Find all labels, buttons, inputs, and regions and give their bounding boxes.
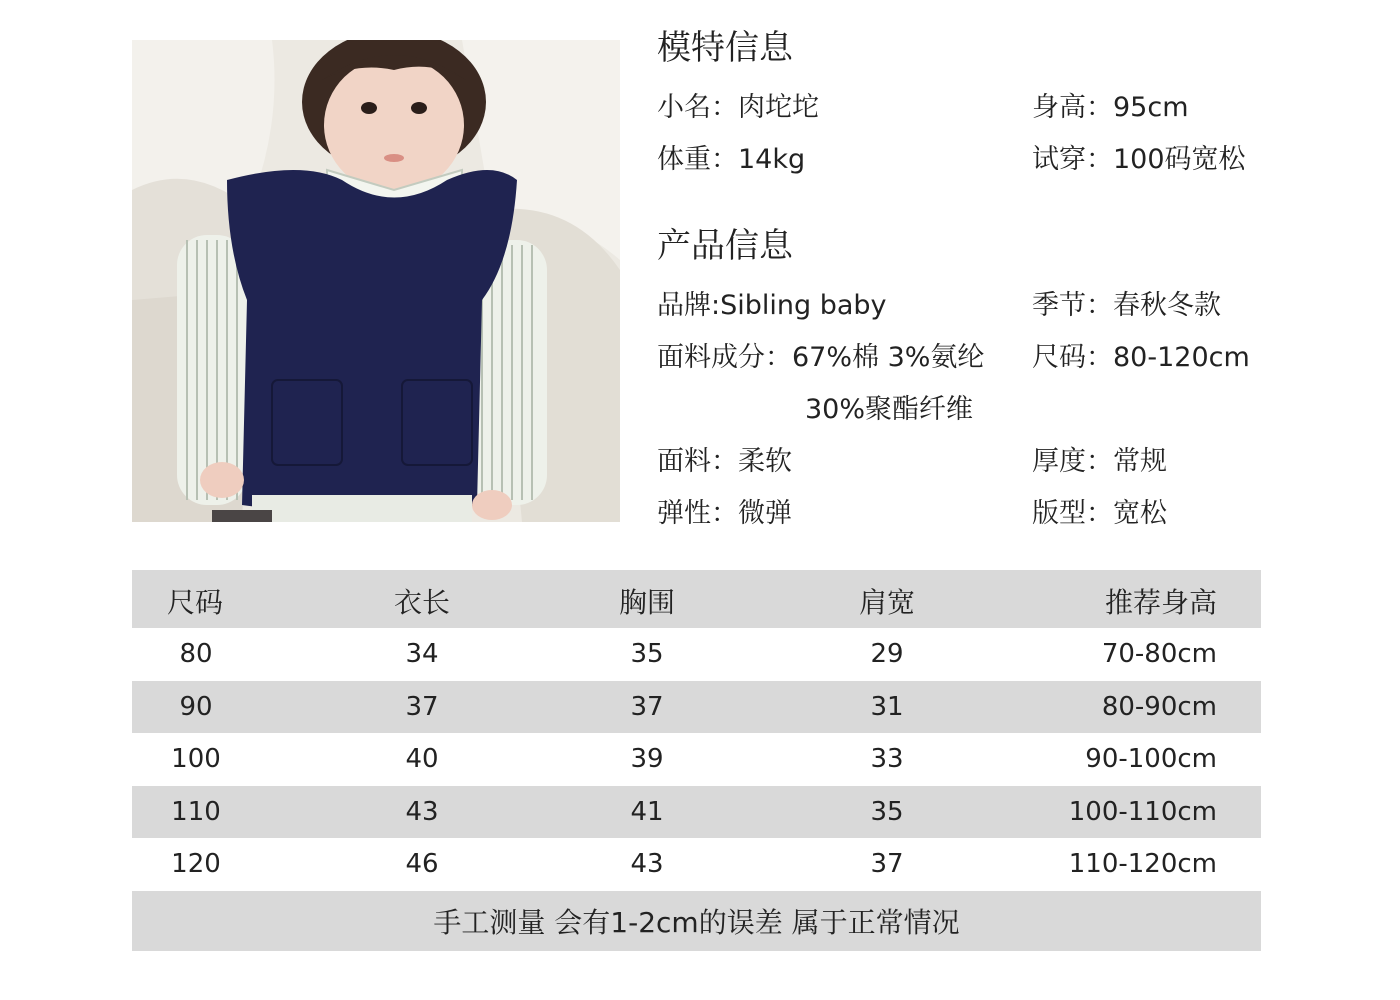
product-thickness: 厚度：常规 [1032, 446, 1167, 477]
cell-recommended-height: 100-110cm [1068, 796, 1217, 827]
cell-shoulder: 33 [870, 744, 904, 774]
product-fabric: 面料：柔软 [657, 446, 792, 477]
product-row [657, 436, 1297, 488]
cell-size: 110 [171, 796, 221, 827]
product-info-title: 产品信息 [657, 226, 793, 266]
model-info [657, 28, 1297, 186]
cell-size: 80 [179, 639, 213, 669]
cell-chest: 41 [630, 796, 664, 827]
model-height: 身高：95cm [1032, 92, 1189, 123]
cell-recommended-height: 110-120cm [1068, 849, 1217, 879]
model-nickname: 小名：肉坨坨 [657, 92, 819, 123]
cell-chest: 35 [630, 639, 664, 669]
cell-recommended-height: 80-90cm [1101, 691, 1217, 722]
header-length: 衣长 [393, 586, 450, 619]
table-row [132, 786, 1261, 839]
cell-recommended-height: 70-80cm [1101, 639, 1217, 669]
table-header-row [132, 570, 1261, 628]
product-fabric-composition-cont: 30%聚酯纤维 [805, 394, 974, 425]
cell-length: 37 [405, 691, 439, 722]
product-fit: 版型：宽松 [1032, 498, 1167, 529]
model-row [657, 134, 1297, 186]
cell-shoulder: 31 [870, 691, 904, 722]
product-row [657, 384, 1297, 436]
header-size: 尺码 [167, 586, 224, 619]
table-row [132, 733, 1261, 786]
product-elasticity: 弹性：微弹 [657, 498, 792, 529]
table-row [132, 628, 1261, 681]
measurement-note: 手工测量 会有1-2cm的误差 属于正常情况 [132, 891, 1261, 951]
cell-shoulder: 37 [870, 849, 904, 879]
model-trial-size: 试穿：100码宽松 [1032, 144, 1246, 175]
cell-length: 40 [405, 744, 439, 774]
product-row [657, 280, 1297, 332]
header-shoulder: 肩宽 [858, 586, 915, 619]
cell-shoulder: 29 [870, 639, 904, 669]
cell-shoulder: 35 [870, 796, 904, 827]
table-row [132, 838, 1261, 891]
cell-recommended-height: 90-100cm [1085, 744, 1217, 774]
cell-length: 43 [405, 796, 439, 827]
cell-length: 34 [405, 639, 439, 669]
cell-size: 120 [171, 849, 221, 879]
product-season: 季节：春秋冬款 [1032, 290, 1221, 321]
size-table [132, 570, 1261, 951]
product-photo [132, 40, 620, 522]
table-row [132, 681, 1261, 734]
product-info [657, 226, 1297, 540]
product-brand: 品牌:Sibling baby [657, 290, 887, 321]
model-weight: 体重：14kg [657, 144, 806, 175]
cell-size: 100 [171, 744, 221, 774]
model-row [657, 82, 1297, 134]
product-row [657, 332, 1297, 384]
product-row [657, 488, 1297, 540]
product-fabric-composition: 面料成分：67%棉 3%氨纶 [657, 342, 985, 373]
header-chest: 胸围 [618, 586, 675, 619]
model-info-title: 模特信息 [657, 28, 793, 68]
cell-length: 46 [405, 849, 439, 879]
cell-size: 90 [179, 691, 213, 722]
cell-chest: 37 [630, 691, 664, 722]
cell-chest: 43 [630, 849, 664, 879]
header-recommended-height: 推荐身高 [1104, 586, 1217, 619]
info-panel [657, 28, 1297, 540]
product-size-range: 尺码：80-120cm [1032, 342, 1250, 373]
cell-chest: 39 [630, 744, 664, 774]
